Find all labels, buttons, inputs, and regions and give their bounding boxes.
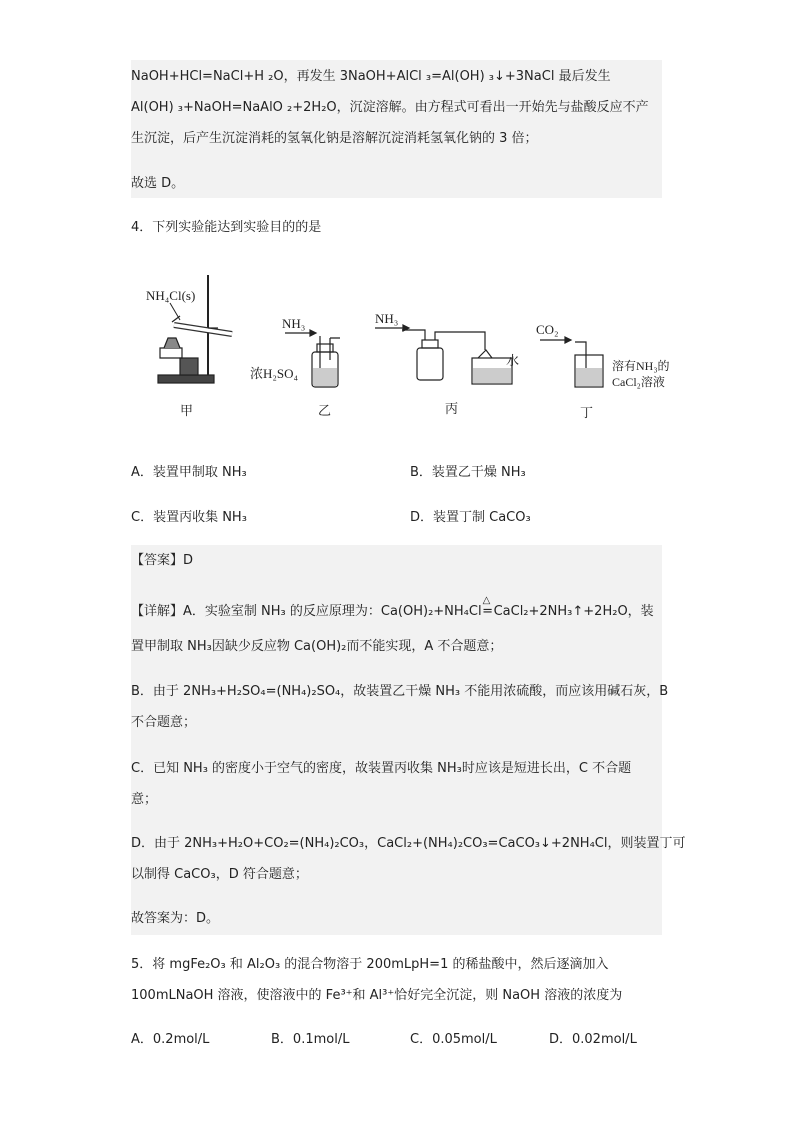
q4-option-b: B．装置乙干燥 NH₃ [410, 465, 526, 480]
q4-option-a: A．装置甲制取 NH₃ [131, 465, 247, 480]
q5-option-b: B．0.1mol/L [271, 1032, 350, 1047]
jia-reagent-label: NH₄Cl(s) [146, 288, 196, 303]
q5-option-a: A．0.2mol/L [131, 1032, 210, 1047]
q4-option-c: C．装置丙收集 NH₃ [131, 510, 247, 525]
q4-detail-a-line-1 [131, 595, 654, 621]
prev-answer-line-4: 故选 D。 [131, 176, 185, 191]
apparatus-ding [540, 337, 603, 387]
q4-detail-b-line-1: B．由于 2NH₃+H₂SO₄=(NH₄)₂SO₄，故装置乙干燥 NH₃ 不能用浓硫酸，而应该用碱石灰，B [131, 684, 669, 699]
apparatus-figure [140, 270, 700, 420]
reaction-condition [482, 595, 494, 621]
q4-detail-c-line-1: C．已知 NH₃ 的密度小于空气的密度，故装置丙收集 NH₃时应该是短进长出，C 不合题 [131, 761, 632, 776]
q5-option-d: D．0.02mol/L [549, 1032, 637, 1047]
q4-detail-d-line-2: 以制得 CaCO₃，D 符合题意； [131, 867, 308, 882]
q4-detail-a-pre: 【详解】A．实验室制 NH₃ 的反应原理为：Ca(OH)₂+NH₄Cl [131, 604, 482, 619]
question-4-title: 4．下列实验能达到实验目的的是 [131, 220, 322, 235]
heat-symbol: △ [482, 595, 491, 606]
q4-detail-a-line-2: 置甲制取 NH₃因缺少反应物 Ca(OH)₂而不能实现，A 不合题意； [131, 639, 503, 654]
q4-detail-c-line-2: 意； [131, 792, 158, 807]
q5-option-c: C．0.05mol/L [410, 1032, 497, 1047]
question-5-line-1: 5．将 mgFe₂O₃ 和 Al₂O₃ 的混合物溶于 200mLpH=1 的稀盐酸中，然后逐滴加入 [131, 957, 609, 972]
q4-conclusion: 故答案为：D。 [131, 911, 220, 926]
apparatus-bing [375, 325, 512, 384]
prev-answer-line-1: NaOH+HCl=NaCl+H ₂O，再发生 3NaOH+AlCl ₃=Al(OH) ₃↓+3NaCl 最后发生 [131, 69, 611, 84]
label-yi: 乙 [318, 403, 332, 418]
label-bing: 丙 [445, 401, 459, 416]
q4-option-d: D．装置丁制 CaCO₃ [410, 510, 531, 525]
q4-answer: 【答案】D [131, 553, 194, 568]
ding-solution-label-2: CaCl₂溶液 [612, 375, 665, 389]
bing-gas-label: NH₃ [375, 311, 399, 326]
question-5-line-2: 100mLNaOH 溶液，使溶液中的 Fe³⁺和 Al³⁺恰好完全沉淀，则 NaOH 溶液的浓度为 [131, 988, 623, 1003]
prev-answer-line-3: 生沉淀，后产生沉淀消耗的氢氧化钠是溶解沉淀消耗氢氧化钠的 3 倍； [131, 131, 538, 146]
ding-solution-label-1: 溶有NH₃的 [612, 359, 670, 373]
yi-reagent-label: 浓H₂SO₄ [250, 366, 299, 381]
label-jia: 甲 [180, 403, 194, 418]
prev-answer-line-2: Al(OH) ₃+NaOH=NaAlO ₂+2H₂O，沉淀溶解。由方程式可看出一开始先与盐酸反应不产 [131, 100, 649, 115]
reaction-equals: = [482, 604, 494, 619]
bing-water-label: 水 [506, 353, 520, 368]
q4-detail-d-line-1: D．由于 2NH₃+H₂O+CO₂=(NH₄)₂CO₃，CaCl₂+(NH₄)₂CO₃=CaCO₃↓+2NH₄Cl，则装置丁可 [131, 836, 686, 851]
ding-gas-label: CO₂ [536, 322, 559, 337]
q4-detail-b-line-2: 不合题意； [131, 715, 197, 730]
yi-gas-label: NH₃ [282, 316, 306, 331]
label-ding: 丁 [580, 405, 594, 420]
q4-detail-a-post: CaCl₂+2NH₃↑+2H₂O，装 [493, 604, 654, 619]
